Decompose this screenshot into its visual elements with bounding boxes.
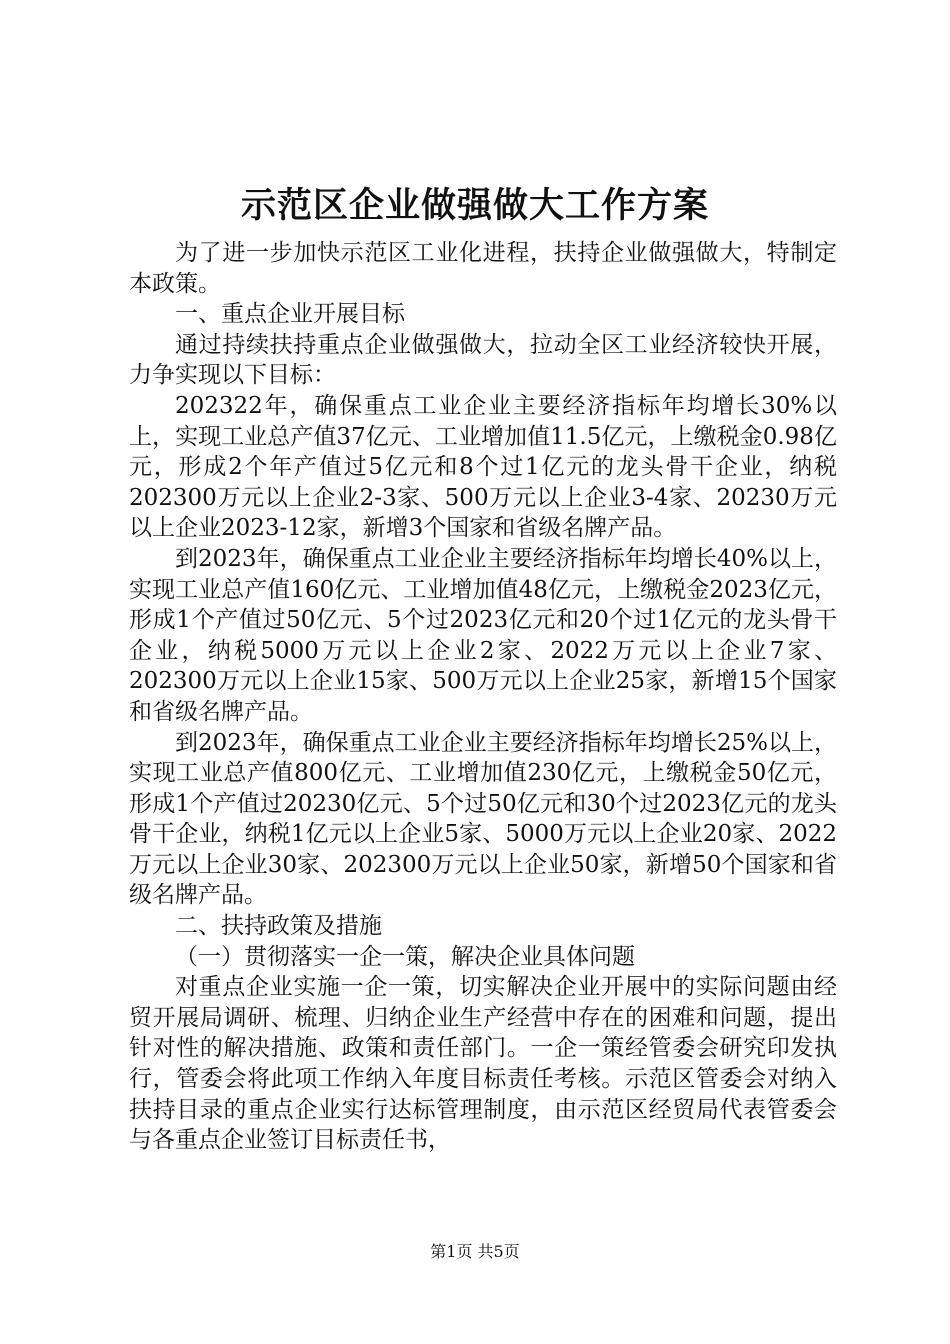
paragraph-goal-intro: 通过持续扶持重点企业做强做大，拉动全区工业经济较快开展，力争实现以下目标： — [129, 331, 837, 389]
heading-section-2: 二、扶持政策及措施 — [175, 913, 382, 940]
page-footer: 第1页 共5页 — [430, 1242, 520, 1261]
document-body — [129, 238, 837, 1156]
paragraph-goal-2: 到2023年，确保重点工业企业主要经济指标年均增长40%以上，实现工业总产值160亿元、工业增加值48亿元，上缴税金2023亿元，形成1个产值过50亿元、5个过2023亿元和20个过1亿元的龙头骨干企业，纳税5000万元以上企业2家、2022万元以上企业7家、202300万元以上企业15家、500万元以上企业25家，新增15个国家和省级名牌产品。 — [129, 545, 837, 725]
paragraph-policy-1: 对重点企业实施一企一策，切实解决企业开展中的实际问题由经贸开展局调研、梳理、归纳企业生产经营中存在的困难和问题，提出针对性的解决措施、政策和责任部门。一企一策经管委会研究印发执行，管委会将此项工作纳入年度目标责任考核。示范区管委会对纳入扶持目录的重点企业实行达标管理制度，由示范区经贸局代表管委会与各重点企业签订目标责任书， — [129, 974, 837, 1154]
heading-subsection-1: （一）贯彻落实一企一策，解决企业具体问题 — [175, 943, 635, 970]
paragraph-goal-3: 到2023年，确保重点工业企业主要经济指标年均增长25%以上，实现工业总产值800亿元、工业增加值230亿元，上缴税金50亿元，形成1个产值过20230亿元、5个过50亿元和30个过2023亿元的龙头骨干企业，纳税1亿元以上企业5家、5000万元以上企业20家、2022万元以上企业30家、202300万元以上企业50家，新增50个国家和省级名牌产品。 — [129, 729, 837, 909]
heading-section-1: 一、重点企业开展目标 — [175, 301, 405, 328]
paragraph-intro: 为了进一步加快示范区工业化进程，扶持企业做强做大，特制定本政策。 — [129, 240, 837, 297]
paragraph-goal-1: 202322年，确保重点工业企业主要经济指标年均增长30%以上，实现工业总产值37亿元、工业增加值11.5亿元，上缴税金0.98亿元，形成2个年产值过5亿元和8个过1亿元的龙头骨干企业，纳税202300万元以上企业2-3家、500万元以上企业3-4家、20230万元以上企业2023-12家，新增3个国家和省级名牌产品。 — [129, 392, 837, 542]
document-title: 示范区企业做强做大工作方案 — [240, 185, 709, 226]
